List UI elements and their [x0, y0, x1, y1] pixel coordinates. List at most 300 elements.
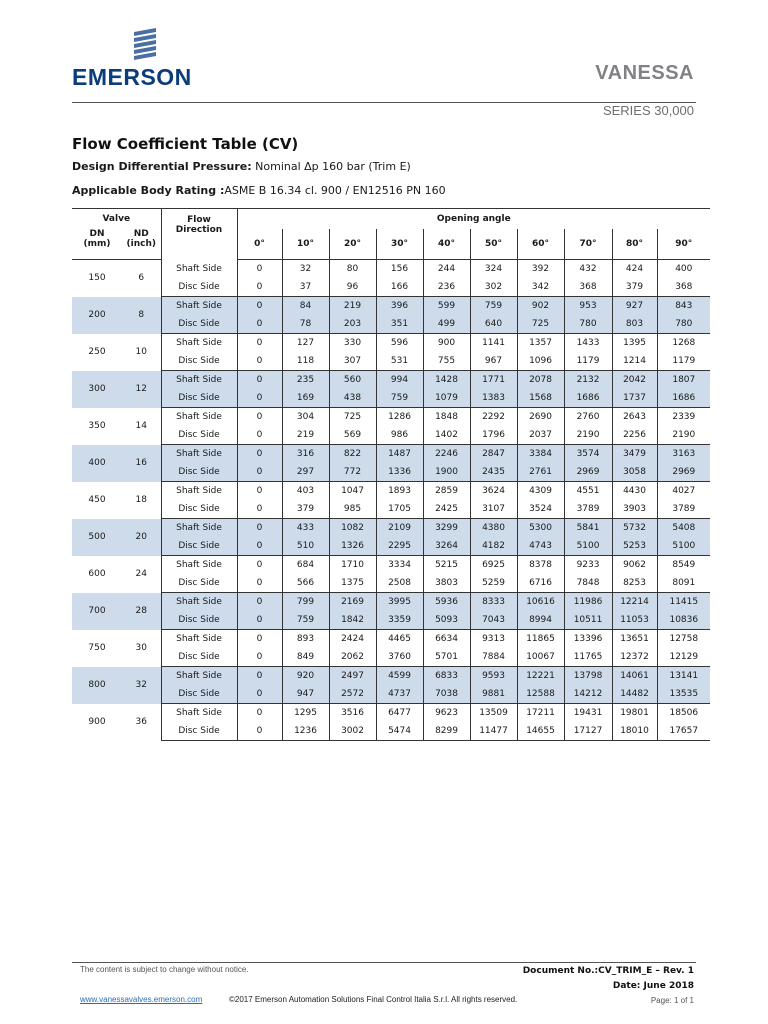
cv-value-cell: 10511	[564, 611, 612, 630]
cv-value-cell: 17127	[564, 722, 612, 741]
cv-value-cell: 2256	[612, 426, 657, 445]
cv-value-cell: 80	[329, 260, 376, 279]
cv-value-cell: 499	[423, 315, 470, 334]
flow-disc-side: Disc Side	[161, 685, 237, 704]
cv-value-cell: 2969	[657, 463, 710, 482]
cv-value-cell: 235	[282, 371, 329, 390]
angle-header: 80°	[612, 229, 657, 260]
emerson-mark-icon	[128, 26, 162, 62]
angle-header: 60°	[517, 229, 564, 260]
cv-value-cell: 2292	[470, 408, 517, 427]
page-header	[0, 0, 768, 118]
nd-header: ND (inch)	[122, 229, 161, 260]
cv-value-cell: 5408	[657, 519, 710, 538]
cv-value-cell: 3803	[423, 574, 470, 593]
cv-value-cell: 9233	[564, 556, 612, 575]
cv-value-cell: 3624	[470, 482, 517, 501]
cv-value-cell: 1395	[612, 334, 657, 353]
cv-value-cell: 1686	[657, 389, 710, 408]
flow-disc-side: Disc Side	[161, 352, 237, 371]
cv-value-cell: 2132	[564, 371, 612, 390]
flow-direction-header: Flow Direction	[161, 209, 237, 260]
flow-shaft-side: Shaft Side	[161, 260, 237, 279]
cv-value-cell: 2572	[329, 685, 376, 704]
cv-value-cell: 2246	[423, 445, 470, 464]
cv-value-cell: 11765	[564, 648, 612, 667]
cv-value-cell: 3524	[517, 500, 564, 519]
cv-value-cell: 1771	[470, 371, 517, 390]
table-row	[72, 371, 710, 390]
dn-cell: 150	[72, 260, 122, 297]
series-label: SERIES 30,000	[602, 103, 694, 118]
flow-disc-side: Disc Side	[161, 648, 237, 667]
angle-header: 20°	[329, 229, 376, 260]
cv-value-cell: 13651	[612, 630, 657, 649]
cv-value-cell: 3163	[657, 445, 710, 464]
cv-value-cell: 4737	[376, 685, 423, 704]
cv-value-cell: 14655	[517, 722, 564, 741]
body-rating-line	[72, 184, 446, 197]
cv-value-cell: 684	[282, 556, 329, 575]
cv-value-cell: 2435	[470, 463, 517, 482]
cv-value-cell: 0	[237, 426, 282, 445]
cv-value-cell: 799	[282, 593, 329, 612]
table-row	[72, 630, 710, 649]
cv-value-cell: 0	[237, 334, 282, 353]
cv-value-cell: 596	[376, 334, 423, 353]
cv-value-cell: 2690	[517, 408, 564, 427]
dn-cell: 450	[72, 482, 122, 519]
cv-value-cell: 4551	[564, 482, 612, 501]
cv-value-cell: 1336	[376, 463, 423, 482]
cv-value-cell: 0	[237, 482, 282, 501]
cv-value-cell: 37	[282, 278, 329, 297]
cv-value-cell: 0	[237, 463, 282, 482]
cv-value-cell: 11053	[612, 611, 657, 630]
table-row	[72, 593, 710, 612]
flow-shaft-side: Shaft Side	[161, 519, 237, 538]
design-pressure-value: Nominal Δp 160 bar (Trim E)	[251, 160, 411, 173]
flow-shaft-side: Shaft Side	[161, 704, 237, 723]
table-row	[72, 611, 710, 630]
cv-value-cell: 368	[564, 278, 612, 297]
cv-value-cell: 12129	[657, 648, 710, 667]
cv-value-cell: 219	[282, 426, 329, 445]
cv-value-cell: 4182	[470, 537, 517, 556]
cv-value-cell: 6833	[423, 667, 470, 686]
cv-value-cell: 6634	[423, 630, 470, 649]
cv-value-cell: 2295	[376, 537, 423, 556]
table-row	[72, 519, 710, 538]
flow-disc-side: Disc Side	[161, 722, 237, 741]
cv-value-cell: 725	[329, 408, 376, 427]
document-date: Date: June 2018	[612, 981, 694, 991]
flow-disc-side: Disc Side	[161, 537, 237, 556]
cv-value-cell: 2847	[470, 445, 517, 464]
cv-value-cell: 304	[282, 408, 329, 427]
cv-value-cell: 96	[329, 278, 376, 297]
cv-value-cell: 19801	[612, 704, 657, 723]
cv-value-cell: 14212	[564, 685, 612, 704]
cv-value-cell: 0	[237, 648, 282, 667]
cv-value-cell: 5701	[423, 648, 470, 667]
cv-value-cell: 1848	[423, 408, 470, 427]
cv-value-cell: 953	[564, 297, 612, 316]
footer-divider	[72, 962, 696, 963]
cv-value-cell: 0	[237, 371, 282, 390]
cv-value-cell: 3299	[423, 519, 470, 538]
cv-value-cell: 12372	[612, 648, 657, 667]
cv-value-cell: 2760	[564, 408, 612, 427]
nd-cell: 20	[122, 519, 161, 556]
angle-header: 30°	[376, 229, 423, 260]
table-row	[72, 648, 710, 667]
cv-value-cell: 2078	[517, 371, 564, 390]
cv-value-cell: 368	[657, 278, 710, 297]
dn-cell: 750	[72, 630, 122, 667]
table-row	[72, 389, 710, 408]
cv-value-cell: 1375	[329, 574, 376, 593]
cv-value-cell: 0	[237, 704, 282, 723]
angle-header: 40°	[423, 229, 470, 260]
cv-value-cell: 1357	[517, 334, 564, 353]
page-number: Page: 1 of 1	[650, 996, 694, 1005]
dn-cell: 350	[72, 408, 122, 445]
cv-value-cell: 1268	[657, 334, 710, 353]
angle-header: 10°	[282, 229, 329, 260]
table-row	[72, 537, 710, 556]
cv-value-cell: 2169	[329, 593, 376, 612]
cv-value-cell: 19431	[564, 704, 612, 723]
cv-value-cell: 203	[329, 315, 376, 334]
cv-value-cell: 3516	[329, 704, 376, 723]
cv-value-cell: 8091	[657, 574, 710, 593]
opening-angle-header: Opening angle	[237, 209, 710, 230]
cv-value-cell: 424	[612, 260, 657, 279]
cv-value-cell: 569	[329, 426, 376, 445]
cv-value-cell: 0	[237, 389, 282, 408]
cv-value-cell: 11415	[657, 593, 710, 612]
cv-value-cell: 236	[423, 278, 470, 297]
cv-value-cell: 219	[329, 297, 376, 316]
cv-value-cell: 2425	[423, 500, 470, 519]
cv-value-cell: 0	[237, 315, 282, 334]
cv-value-cell: 2424	[329, 630, 376, 649]
cv-value-cell: 8253	[612, 574, 657, 593]
table-row	[72, 704, 710, 723]
dn-cell: 300	[72, 371, 122, 408]
cv-value-cell: 3995	[376, 593, 423, 612]
cv-value-cell: 0	[237, 519, 282, 538]
cv-value-cell: 1286	[376, 408, 423, 427]
cv-value-cell: 0	[237, 352, 282, 371]
cv-value-cell: 302	[470, 278, 517, 297]
table-row	[72, 667, 710, 686]
body-rating-value: ASME B 16.34 cl. 900 / EN12516 PN 160	[224, 184, 446, 197]
cv-value-cell: 0	[237, 611, 282, 630]
cv-value-cell: 10616	[517, 593, 564, 612]
cv-value-cell: 1383	[470, 389, 517, 408]
cv-table-body	[72, 260, 710, 741]
cv-value-cell: 9062	[612, 556, 657, 575]
flow-shaft-side: Shaft Side	[161, 667, 237, 686]
cv-value-cell: 316	[282, 445, 329, 464]
cv-value-cell: 599	[423, 297, 470, 316]
cv-value-cell: 927	[612, 297, 657, 316]
cv-value-cell: 127	[282, 334, 329, 353]
cv-value-cell: 3479	[612, 445, 657, 464]
cv-value-cell: 849	[282, 648, 329, 667]
cv-value-cell: 947	[282, 685, 329, 704]
cv-value-cell: 2042	[612, 371, 657, 390]
cv-value-cell: 0	[237, 593, 282, 612]
cv-value-cell: 1326	[329, 537, 376, 556]
design-pressure-line	[72, 160, 411, 173]
cv-value-cell: 8299	[423, 722, 470, 741]
flow-disc-side: Disc Side	[161, 278, 237, 297]
cv-value-cell: 9881	[470, 685, 517, 704]
cv-value-cell: 14061	[612, 667, 657, 686]
cv-value-cell: 17657	[657, 722, 710, 741]
flow-shaft-side: Shaft Side	[161, 556, 237, 575]
cv-value-cell: 843	[657, 297, 710, 316]
flow-disc-side: Disc Side	[161, 389, 237, 408]
cv-value-cell: 4027	[657, 482, 710, 501]
cv-value-cell: 759	[282, 611, 329, 630]
cv-value-cell: 3384	[517, 445, 564, 464]
cv-value-cell: 7038	[423, 685, 470, 704]
cv-value-cell: 11865	[517, 630, 564, 649]
table-row	[72, 574, 710, 593]
cv-value-cell: 169	[282, 389, 329, 408]
cv-value-cell: 1796	[470, 426, 517, 445]
cv-value-cell: 1705	[376, 500, 423, 519]
cv-value-cell: 5253	[612, 537, 657, 556]
cv-value-cell: 5100	[564, 537, 612, 556]
flow-shaft-side: Shaft Side	[161, 408, 237, 427]
cv-value-cell: 403	[282, 482, 329, 501]
cv-value-cell: 803	[612, 315, 657, 334]
cv-value-cell: 0	[237, 445, 282, 464]
cv-value-cell: 2508	[376, 574, 423, 593]
cv-value-cell: 1047	[329, 482, 376, 501]
nd-cell: 28	[122, 593, 161, 630]
website-link[interactable]: www.vanessavalves.emerson.com	[80, 995, 203, 1004]
cv-value-cell: 1893	[376, 482, 423, 501]
table-row	[72, 334, 710, 353]
cv-value-cell: 5093	[423, 611, 470, 630]
cv-value-cell: 10067	[517, 648, 564, 667]
flow-shaft-side: Shaft Side	[161, 593, 237, 612]
cv-value-cell: 7043	[470, 611, 517, 630]
cv-value-cell: 5300	[517, 519, 564, 538]
dn-cell: 200	[72, 297, 122, 334]
cv-value-cell: 1568	[517, 389, 564, 408]
cv-value-cell: 5732	[612, 519, 657, 538]
nd-cell: 8	[122, 297, 161, 334]
flow-disc-side: Disc Side	[161, 463, 237, 482]
cv-value-cell: 13141	[657, 667, 710, 686]
body-rating-label: Applicable Body Rating :	[72, 184, 225, 197]
cv-value-cell: 4743	[517, 537, 564, 556]
cv-value-cell: 2037	[517, 426, 564, 445]
cv-value-cell: 893	[282, 630, 329, 649]
cv-value-cell: 17211	[517, 704, 564, 723]
cv-value-cell: 12221	[517, 667, 564, 686]
cv-value-cell: 9313	[470, 630, 517, 649]
cv-value-cell: 330	[329, 334, 376, 353]
cv-value-cell: 9623	[423, 704, 470, 723]
table-row	[72, 278, 710, 297]
cv-value-cell: 6716	[517, 574, 564, 593]
cv-value-cell: 400	[657, 260, 710, 279]
cv-value-cell: 967	[470, 352, 517, 371]
dn-cell: 400	[72, 445, 122, 482]
nd-cell: 24	[122, 556, 161, 593]
cv-value-cell: 560	[329, 371, 376, 390]
cv-value-cell: 0	[237, 556, 282, 575]
cv-value-cell: 1807	[657, 371, 710, 390]
cv-value-cell: 902	[517, 297, 564, 316]
cv-value-cell: 10836	[657, 611, 710, 630]
table-row	[72, 556, 710, 575]
emerson-logo	[72, 26, 222, 88]
cv-value-cell: 118	[282, 352, 329, 371]
cv-value-cell: 5841	[564, 519, 612, 538]
cv-value-cell: 5100	[657, 537, 710, 556]
flow-disc-side: Disc Side	[161, 426, 237, 445]
dn-cell: 500	[72, 519, 122, 556]
cv-value-cell: 396	[376, 297, 423, 316]
table-header-row-1	[72, 209, 710, 230]
table-row	[72, 445, 710, 464]
cv-value-cell: 433	[282, 519, 329, 538]
cv-value-cell: 1842	[329, 611, 376, 630]
table-row	[72, 260, 710, 279]
cv-value-cell: 7848	[564, 574, 612, 593]
cv-value-cell: 985	[329, 500, 376, 519]
dn-cell: 900	[72, 704, 122, 741]
cv-value-cell: 156	[376, 260, 423, 279]
flow-shaft-side: Shaft Side	[161, 482, 237, 501]
cv-value-cell: 0	[237, 667, 282, 686]
angle-header: 50°	[470, 229, 517, 260]
nd-cell: 30	[122, 630, 161, 667]
cv-value-cell: 13535	[657, 685, 710, 704]
table-row	[72, 482, 710, 501]
cv-value-cell: 351	[376, 315, 423, 334]
cv-value-cell: 0	[237, 408, 282, 427]
cv-value-cell: 438	[329, 389, 376, 408]
cv-value-cell: 1428	[423, 371, 470, 390]
change-notice: The content is subject to change without notice.	[80, 965, 249, 974]
cv-value-cell: 531	[376, 352, 423, 371]
dn-cell: 600	[72, 556, 122, 593]
cv-value-cell: 772	[329, 463, 376, 482]
cv-value-cell: 920	[282, 667, 329, 686]
nd-cell: 32	[122, 667, 161, 704]
cv-value-cell: 7884	[470, 648, 517, 667]
cv-value-cell: 0	[237, 722, 282, 741]
cv-value-cell: 1900	[423, 463, 470, 482]
cv-value-cell: 32	[282, 260, 329, 279]
dn-header: DN (mm)	[72, 229, 122, 260]
flow-shaft-side: Shaft Side	[161, 445, 237, 464]
cv-value-cell: 3058	[612, 463, 657, 482]
document-number: Document No.:CV_TRIM_E – Rev. 1	[522, 966, 694, 976]
cv-value-cell: 3789	[657, 500, 710, 519]
nd-cell: 16	[122, 445, 161, 482]
nd-cell: 6	[122, 260, 161, 297]
flow-shaft-side: Shaft Side	[161, 630, 237, 649]
cv-value-cell: 379	[612, 278, 657, 297]
nd-cell: 10	[122, 334, 161, 371]
cv-value-cell: 244	[423, 260, 470, 279]
cv-value-cell: 1686	[564, 389, 612, 408]
cv-value-cell: 3903	[612, 500, 657, 519]
cv-value-cell: 759	[376, 389, 423, 408]
cv-value-cell: 0	[237, 685, 282, 704]
table-row	[72, 315, 710, 334]
cv-value-cell: 2109	[376, 519, 423, 538]
cv-value-cell: 2062	[329, 648, 376, 667]
cv-value-cell: 0	[237, 278, 282, 297]
cv-value-cell: 297	[282, 463, 329, 482]
nd-cell: 14	[122, 408, 161, 445]
cv-value-cell: 780	[564, 315, 612, 334]
cv-value-cell: 1295	[282, 704, 329, 723]
flow-shaft-side: Shaft Side	[161, 334, 237, 353]
vanessa-wordmark: VANESSA	[595, 62, 694, 84]
cv-value-cell: 1487	[376, 445, 423, 464]
cv-value-cell: 640	[470, 315, 517, 334]
cv-value-cell: 392	[517, 260, 564, 279]
cv-table	[72, 208, 710, 741]
angle-header: 0°	[237, 229, 282, 260]
cv-value-cell: 3760	[376, 648, 423, 667]
angle-header: 70°	[564, 229, 612, 260]
cv-value-cell: 8549	[657, 556, 710, 575]
cv-value-cell: 780	[657, 315, 710, 334]
cv-value-cell: 432	[564, 260, 612, 279]
cv-value-cell: 18010	[612, 722, 657, 741]
flow-shaft-side: Shaft Side	[161, 371, 237, 390]
cv-value-cell: 1402	[423, 426, 470, 445]
cv-value-cell: 822	[329, 445, 376, 464]
angle-header: 90°	[657, 229, 710, 260]
cv-value-cell: 5474	[376, 722, 423, 741]
cv-value-cell: 986	[376, 426, 423, 445]
dn-cell: 700	[72, 593, 122, 630]
cv-value-cell: 2190	[564, 426, 612, 445]
cv-value-cell: 0	[237, 260, 282, 279]
table-row	[72, 463, 710, 482]
cv-value-cell: 4309	[517, 482, 564, 501]
dn-cell: 800	[72, 667, 122, 704]
cv-value-cell: 0	[237, 537, 282, 556]
cv-value-cell: 2497	[329, 667, 376, 686]
cv-value-cell: 379	[282, 500, 329, 519]
cv-value-cell: 759	[470, 297, 517, 316]
cv-value-cell: 5259	[470, 574, 517, 593]
cv-value-cell: 725	[517, 315, 564, 334]
cv-value-cell: 1737	[612, 389, 657, 408]
flow-disc-side: Disc Side	[161, 574, 237, 593]
cv-value-cell: 1096	[517, 352, 564, 371]
cv-value-cell: 4465	[376, 630, 423, 649]
cv-value-cell: 324	[470, 260, 517, 279]
page-title: Flow Coefficient Table (CV)	[72, 135, 299, 153]
